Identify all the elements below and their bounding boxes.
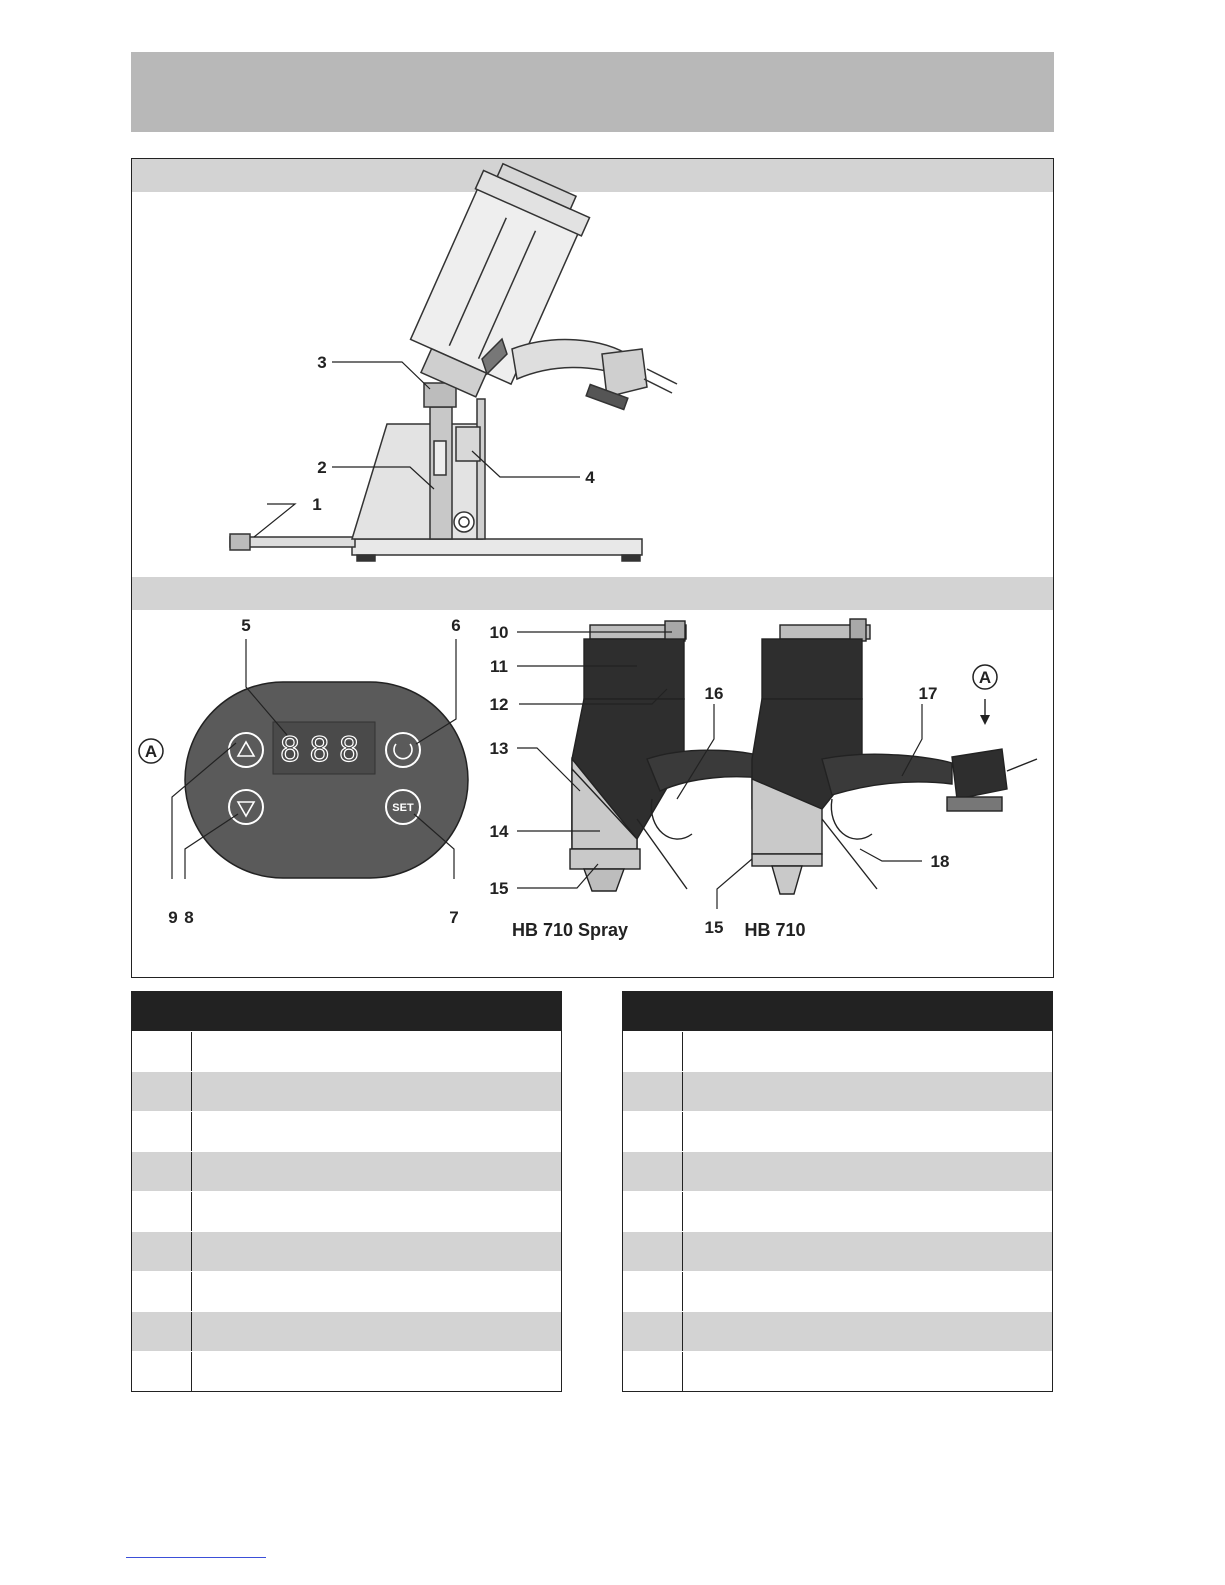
- callout-7: 7: [449, 908, 459, 927]
- device-overview-figure: [131, 158, 1054, 978]
- view-marker-right: A: [978, 668, 992, 687]
- table-row: [132, 1311, 561, 1351]
- callout-15-spray: 15: [489, 879, 509, 898]
- set-button-label: SET: [392, 802, 414, 814]
- table-row: [132, 1111, 561, 1151]
- table-row: [132, 1271, 561, 1311]
- down-button[interactable]: [229, 790, 263, 824]
- table-row: [132, 1031, 561, 1071]
- callout-11: 11: [490, 657, 508, 676]
- gun-spray-illustration: [570, 621, 772, 891]
- legend-table-right: [622, 991, 1053, 1392]
- table-row: [623, 1031, 1052, 1071]
- model-label-standard: HB 710: [744, 920, 806, 940]
- table-row: [623, 1351, 1052, 1391]
- callout-6: 6: [451, 616, 461, 635]
- table-row: [623, 1311, 1052, 1351]
- callout-14: 14: [489, 822, 509, 841]
- power-button[interactable]: [386, 733, 420, 767]
- table-row: [623, 1071, 1052, 1111]
- legend-table-left: [131, 991, 562, 1392]
- table-row: [132, 1191, 561, 1231]
- callout-1: 1: [312, 495, 322, 514]
- page-header-bar: [131, 52, 1054, 132]
- table-row: [132, 1151, 561, 1191]
- callout-13: 13: [489, 739, 509, 758]
- table-row: [623, 1151, 1052, 1191]
- footer-link-underline[interactable]: [126, 1557, 266, 1558]
- device-illustration: [132, 159, 1053, 977]
- callout-2: 2: [317, 458, 327, 477]
- table-row: [623, 1111, 1052, 1151]
- legend-header-right: [623, 992, 1052, 1031]
- table-row: [623, 1231, 1052, 1271]
- callout-3: 3: [317, 353, 327, 372]
- up-button[interactable]: [229, 733, 263, 767]
- callout-8: 8: [184, 908, 194, 927]
- table-row: [623, 1191, 1052, 1231]
- legend-header-left: [132, 992, 561, 1031]
- callout-9: 9: [168, 908, 178, 927]
- table-row: [132, 1351, 561, 1391]
- control-panel: [185, 682, 468, 878]
- callout-16: 16: [704, 684, 724, 703]
- model-label-spray: HB 710 Spray: [511, 920, 629, 940]
- table-row: [623, 1271, 1052, 1311]
- view-marker-left: A: [144, 742, 158, 761]
- callout-18: 18: [930, 852, 950, 871]
- callout-12: 12: [489, 695, 509, 714]
- callout-5: 5: [241, 616, 251, 635]
- callout-15-standard: 15: [704, 918, 724, 937]
- table-row: [132, 1071, 561, 1111]
- callout-4: 4: [585, 468, 595, 487]
- stand-illustration: [230, 159, 677, 561]
- callout-10: 10: [489, 623, 509, 642]
- table-row: [132, 1231, 561, 1271]
- gun-standard-illustration: [752, 619, 1037, 894]
- temperature-display: 888: [279, 730, 369, 770]
- callout-17: 17: [918, 684, 938, 703]
- view-arrow-head-icon: [980, 715, 990, 725]
